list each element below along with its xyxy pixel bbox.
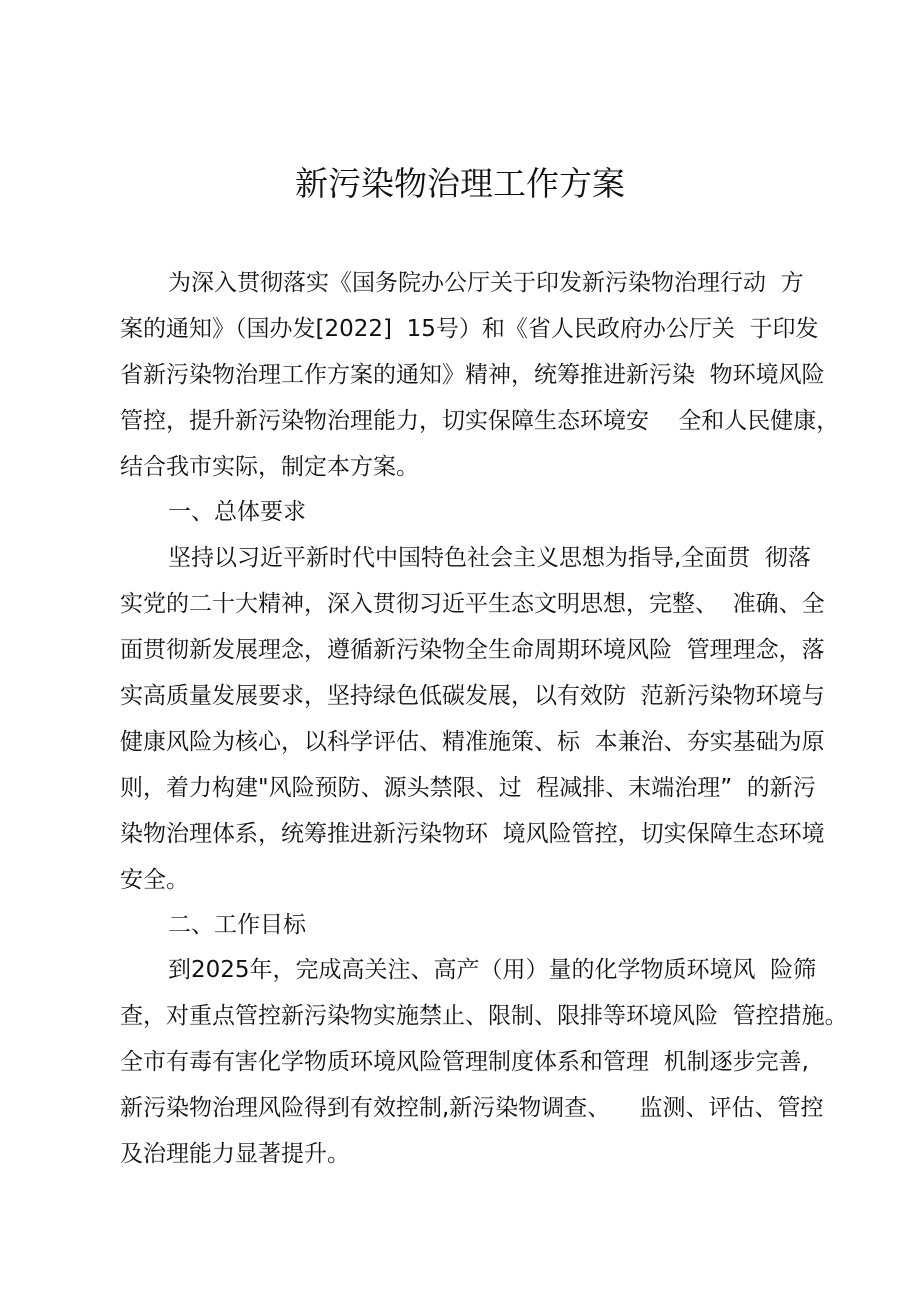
text-line: 安全。	[120, 867, 189, 893]
text-line: 实高质量发展要求，坚持绿色低碳发展，以有效防 范新污染物环境与	[120, 683, 825, 709]
text-line: 为深入贯彻落实《国务院办公厅关于印发新污染物治理行动 方	[168, 270, 804, 296]
document-title: 新污染物治理工作方案	[295, 164, 625, 203]
text-line: 实党的二十大精神，深入贯彻习近平生态文明思想，完整、 准确、全	[120, 591, 825, 617]
text-line: 省新污染物治理工作方案的通知》精神，统筹推进新污染 物环境风险	[120, 362, 825, 388]
text-line: 健康风险为核心，以科学评估、精准施策、标 本兼治、夯实基础为原	[120, 729, 825, 755]
text-line: 及治理能力显著提升。	[120, 1141, 350, 1167]
text-line: 面贯彻新发展理念，遵循新污染物全生命周期环境风险 管理理念，落	[120, 637, 825, 663]
text-line: 全市有毒有害化学物质环境风险管理制度体系和管理 机制逐步完善,	[120, 1049, 809, 1075]
text-line: 则，着力构建"风险预防、源头禁限、过 程减排、末端治理” 的新污	[120, 775, 816, 801]
text-line: 坚持以习近平新时代中国特色社会主义思想为指导,全面贯 彻落	[168, 545, 811, 571]
text-line: 查，对重点管控新污染物实施禁止、限制、限排等环境风险 管控措施。	[120, 1003, 848, 1029]
text-line: 管控，提升新污染物治理能力，切实保障生态环境安 全和人民健康，	[120, 408, 840, 434]
section-heading: 二、工作目标	[168, 912, 306, 938]
text-line: 到2025年，完成高关注、高产（用）量的化学物质环境风 险筛	[168, 957, 817, 983]
section-heading: 一、总体要求	[168, 499, 306, 525]
text-line: 新污染物治理风险得到有效控制,新污染物调查、 监测、评估、管控	[120, 1095, 824, 1121]
text-line: 染物治理体系，统筹推进新污染物环 境风险管控，切实保障生态环境	[120, 821, 825, 847]
text-line: 结合我市实际，制定本方案。	[120, 454, 419, 480]
text-line: 案的通知》（国办发[2022] 15号）和《省人民政府办公厅关 于印发	[120, 316, 819, 342]
